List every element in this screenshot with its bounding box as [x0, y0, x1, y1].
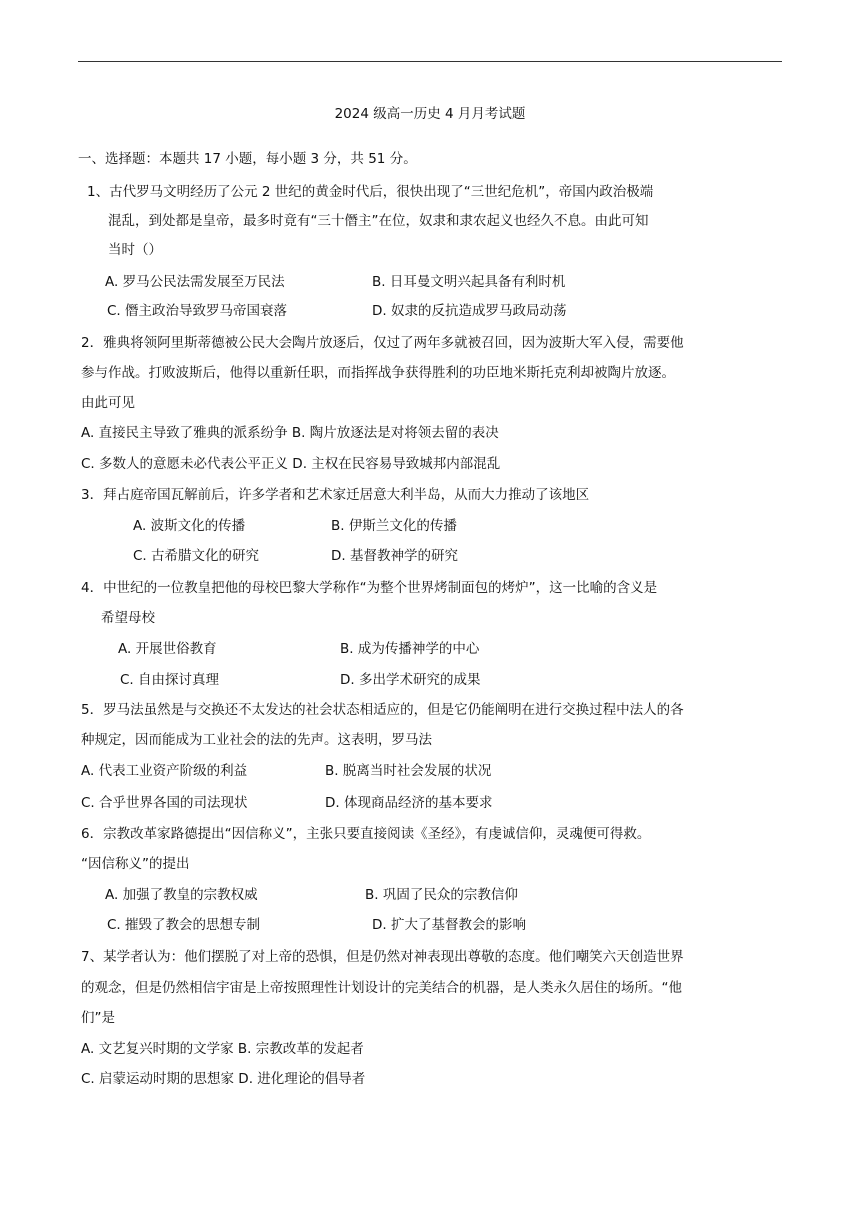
q1-option-c: C. 僭主政治导致罗马帝国衰落 [107, 303, 288, 319]
q2-line-1: 2．雅典将领阿里斯蒂德被公民大会陶片放逐后，仅过了两年多就被召回，因为波斯大军入侵，需要他 [81, 335, 684, 351]
q2-options-cd: C. 多数人的意愿未必代表公平正义 D. 主权在民容易导致城邦内部混乱 [81, 456, 501, 472]
q7-line-2: 的观念，但是仍然相信宇宙是上帝按照理性计划设计的完美结合的机器，是人类永久居住的场所。“他 [81, 980, 682, 996]
q4-line-1: 4．中世纪的一位教皇把他的母校巴黎大学称作“为整个世界烤制面包的烤炉”，这一比喻的含义是 [81, 580, 658, 596]
q4-option-a: A. 开展世俗教育 [118, 641, 217, 657]
q3-option-a: A. 波斯文化的传播 [133, 518, 246, 534]
q3-option-c: C. 古希腊文化的研究 [133, 548, 260, 564]
q4-option-d: D. 多出学术研究的成果 [340, 672, 481, 688]
q3-option-d: D. 基督教神学的研究 [331, 548, 458, 564]
q5-option-a: A. 代表工业资产阶级的利益 [81, 763, 248, 779]
q4-option-b: B. 成为传播神学的中心 [340, 641, 480, 657]
q5-option-b: B. 脱离当时社会发展的状况 [325, 763, 492, 779]
q1-line-2: 混乱，到处都是皇帝，最多时竟有“三十僭主”在位，奴隶和隶农起义也经久不息。由此可知 [108, 213, 649, 229]
q5-option-d: D. 体现商品经济的基本要求 [325, 795, 493, 811]
section-heading: 一、选择题：本题共 17 小题，每小题 3 分，共 51 分。 [78, 151, 417, 167]
q6-option-b: B. 巩固了民众的宗教信仰 [365, 887, 518, 903]
q1-option-d: D. 奴隶的反抗造成罗马政局动荡 [372, 303, 567, 319]
q2-line-3: 由此可见 [81, 395, 135, 411]
q6-option-d: D. 扩大了基督教会的影响 [372, 917, 526, 933]
q1-option-b: B. 日耳曼文明兴起具备有利时机 [372, 274, 566, 290]
q5-line-2: 种规定，因而能成为工业社会的法的先声。这表明，罗马法 [81, 732, 432, 748]
q7-options-ab: A. 文艺复兴时期的文学家 B. 宗教改革的发起者 [81, 1041, 364, 1057]
header-rule [78, 61, 782, 62]
q7-line-3: 们”是 [81, 1010, 115, 1026]
q5-option-c: C. 合乎世界各国的司法现状 [81, 795, 248, 811]
q6-line-2: “因信称义”的提出 [81, 856, 190, 872]
q6-line-1: 6．宗教改革家路德提出“因信称义”，主张只要直接阅读《圣经》，有虔诚信仰，灵魂便可得救。 [81, 826, 651, 842]
q1-option-a: A. 罗马公民法需发展至万民法 [105, 274, 285, 290]
q4-option-c: C. 自由探讨真理 [120, 672, 220, 688]
q4-line-2: 希望母校 [101, 610, 155, 626]
q6-option-a: A. 加强了教皇的宗教权威 [105, 887, 258, 903]
page-title: 2024 级高一历史 4 月月考试题 [334, 106, 526, 122]
q2-line-2: 参与作战。打败波斯后，他得以重新任职，而指挥战争获得胜利的功臣地米斯托克利却被陶片放逐。 [81, 365, 675, 381]
q6-option-c: C. 摧毁了教会的思想专制 [107, 917, 261, 933]
q7-options-cd: C. 启蒙运动时期的思想家 D. 进化理论的倡导者 [81, 1071, 366, 1087]
q5-line-1: 5．罗马法虽然是与交换还不太发达的社会状态相适应的，但是它仍能阐明在进行交换过程中法人的各 [81, 702, 684, 718]
q7-line-1: 7、某学者认为：他们摆脱了对上帝的恐惧，但是仍然对神表现出尊敬的态度。他们嘲笑六天创造世界 [81, 949, 684, 965]
q3-option-b: B. 伊斯兰文化的传播 [331, 518, 457, 534]
q2-options-ab: A. 直接民主导致了雅典的派系纷争 B. 陶片放逐法是对将领去留的表决 [81, 425, 499, 441]
q1-line-3: 当时（） [108, 242, 162, 258]
q3-line-1: 3．拜占庭帝国瓦解前后，许多学者和艺术家迁居意大利半岛，从而大力推动了该地区 [81, 487, 590, 503]
q1-line-1: 1、古代罗马文明经历了公元 2 世纪的黄金时代后，很快出现了“三世纪危机”，帝国内政治极端 [87, 184, 654, 200]
